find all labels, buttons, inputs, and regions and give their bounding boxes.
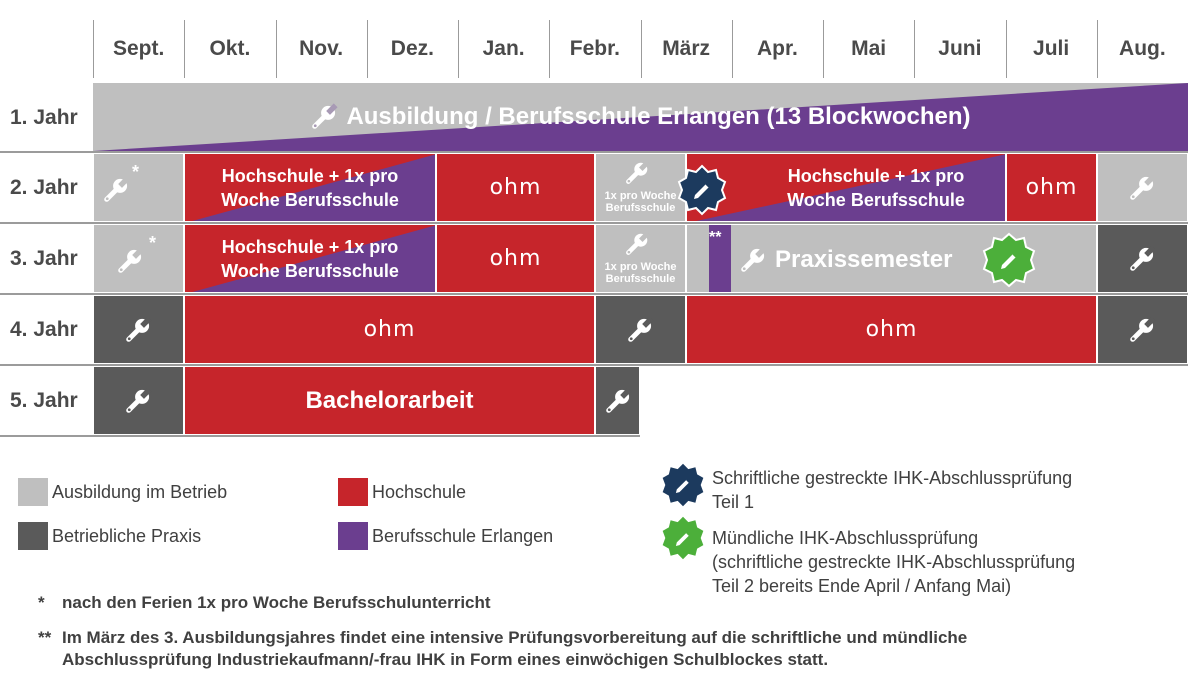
row2-juli-ohm-cell [1006,153,1097,222]
month-label: März [662,37,711,60]
hs-line1: Hochschule + 1x pro [787,165,965,186]
wrench-icon [626,316,654,344]
month-label: Dez. [390,37,434,60]
wrench-icon [604,387,632,415]
month-divider [823,20,824,78]
row5-maerz-cell [595,366,640,435]
wrench-icon [124,316,152,344]
wrench-icon [102,176,130,204]
row2-sept-cell [93,153,184,222]
month-divider [641,20,642,78]
row4-ohm-cell [184,295,595,364]
legend-swatch-berufsschule [338,522,368,550]
small-line2: Berufsschule [605,273,676,285]
small-line2: Berufsschule [605,202,676,214]
month-label: Jan. [482,37,525,60]
month-label: Juli [1033,37,1070,60]
row1-label: Ausbildung / Berufsschule Erlangen (13 Blockwochen) [346,103,971,130]
ohm-logo: ohm [1025,175,1078,200]
row2-hs-berufsschule-cell [184,153,436,222]
row3-ohm-cell [436,224,595,293]
legend-ihk2-line3: Teil 2 bereits Ende April / Anfang Mai) [712,576,1012,596]
small-line1: 1x pro Woche [604,190,677,202]
wrench-icon [739,246,767,274]
legend-oral-exam-badge-icon [660,515,706,561]
legend-ihk1-line1: Schriftliche gestreckte IHK-Abschlussprüfung [712,468,1073,488]
month-label: Juni [938,37,982,60]
footnote-1-marker: * [38,593,45,612]
oral-exam-badge-icon [981,232,1037,288]
wrench-icon [310,103,338,131]
month-divider [914,20,915,78]
footnote-marker: * [149,233,157,253]
wrench-icon [124,387,152,415]
wrench-icon [624,231,650,257]
row-divider [0,435,640,437]
month-divider [732,20,733,78]
row3-aug-cell [1097,224,1188,293]
row5-bachelor-cell [184,366,595,435]
ohm-logo: ohm [865,317,918,342]
month-divider [1006,20,1007,78]
row5-sept-cell [93,366,184,435]
footnote-2-line2: Abschlussprüfung Industriekaufmann/-frau IHK in Form eines einwöchigen Schulblockes statt. [62,650,829,669]
row1-bar [93,83,1188,151]
wrench-icon [624,160,650,186]
ohm-logo: ohm [489,246,542,271]
hs-line1: Hochschule + 1x pro [221,236,399,257]
row2-maerz-cell [595,153,686,222]
wrench-icon [1128,245,1156,273]
month-divider [93,20,94,78]
hs-line1: Hochschule + 1x pro [221,165,399,186]
hs-line2: Woche Berufsschule [221,189,399,210]
month-label: Apr. [756,37,798,60]
legend-label-betrieb: Ausbildung im Betrieb [52,482,228,502]
month-divider [276,20,277,78]
year-label: 1. Jahr [10,105,78,129]
month-label: Mai [851,37,887,60]
year-label: 2. Jahr [10,175,78,199]
bachelorarbeit-label: Bachelorarbeit [305,386,474,414]
footnote-marker: * [132,162,140,182]
legend-ihk2-line2: (schriftliche gestreckte IHK-Abschlussprüfung [712,552,1076,572]
month-divider [1097,20,1098,78]
legend-oral-exam-text [712,526,1075,598]
legend-written-exam-text [712,466,1072,514]
month-divider [458,20,459,78]
year-label: 4. Jahr [10,317,78,341]
month-label: Febr. [569,37,620,60]
year-label: 5. Jahr [10,388,78,412]
hs-line2: Woche Berufsschule [221,260,399,281]
legend-swatch-betrieb [18,478,48,506]
month-label: Aug. [1119,37,1166,60]
month-divider [184,20,185,78]
month-label: Nov. [299,37,344,60]
month-divider [367,20,368,78]
legend-written-exam-badge-icon [660,462,706,508]
row4-sept-cell [93,295,184,364]
legend-label-hochschule: Hochschule [372,482,467,502]
hs-line2: Woche Berufsschule [787,189,965,210]
row3-maerz-cell [595,224,686,293]
month-divider [549,20,550,78]
row3-hs-berufsschule-cell [184,224,436,293]
row3-sept-cell [93,224,184,293]
ohm-logo: ohm [363,317,416,342]
praxissemester-label: Praxissemester [775,245,953,273]
month-label: Sept. [112,37,165,60]
row4-aug-cell [1097,295,1188,364]
row2-aug-cell [1097,153,1188,222]
written-exam-badge-icon [676,164,728,216]
footnote-2-line1: Im März des 3. Ausbildungsjahres findet eine intensive Prüfungsvorbereitung auf die schriftliche und mündliche [62,628,968,647]
footnote-marker-double: ** [709,229,722,246]
legend-label-berufsschule: Berufsschule Erlangen [372,526,554,546]
row4-maerz-cell [595,295,686,364]
legend-ihk2-line1: Mündliche IHK-Abschlussprüfung [712,528,979,548]
legend-ihk1-line2: Teil 1 [712,492,755,512]
small-line1: 1x pro Woche [604,261,677,273]
year-label: 3. Jahr [10,246,78,270]
legend-swatch-hochschule [338,478,368,506]
footnote-2-text [62,627,1172,671]
footnote-1-text: nach den Ferien 1x pro Woche Berufsschulunterricht [62,593,491,612]
row2-ohm-cell [436,153,595,222]
ohm-logo: ohm [489,175,542,200]
row2-hs-berufsschule-cell-2 [686,153,1006,222]
legend-swatch-praxis [18,522,48,550]
wrench-icon [1128,174,1156,202]
footnote-2-marker: ** [38,628,52,647]
row4-ohm-cell-2 [686,295,1097,364]
month-label: Okt. [209,37,251,60]
wrench-icon [1128,316,1156,344]
legend-label-praxis: Betriebliche Praxis [52,526,202,546]
wrench-icon [116,247,144,275]
